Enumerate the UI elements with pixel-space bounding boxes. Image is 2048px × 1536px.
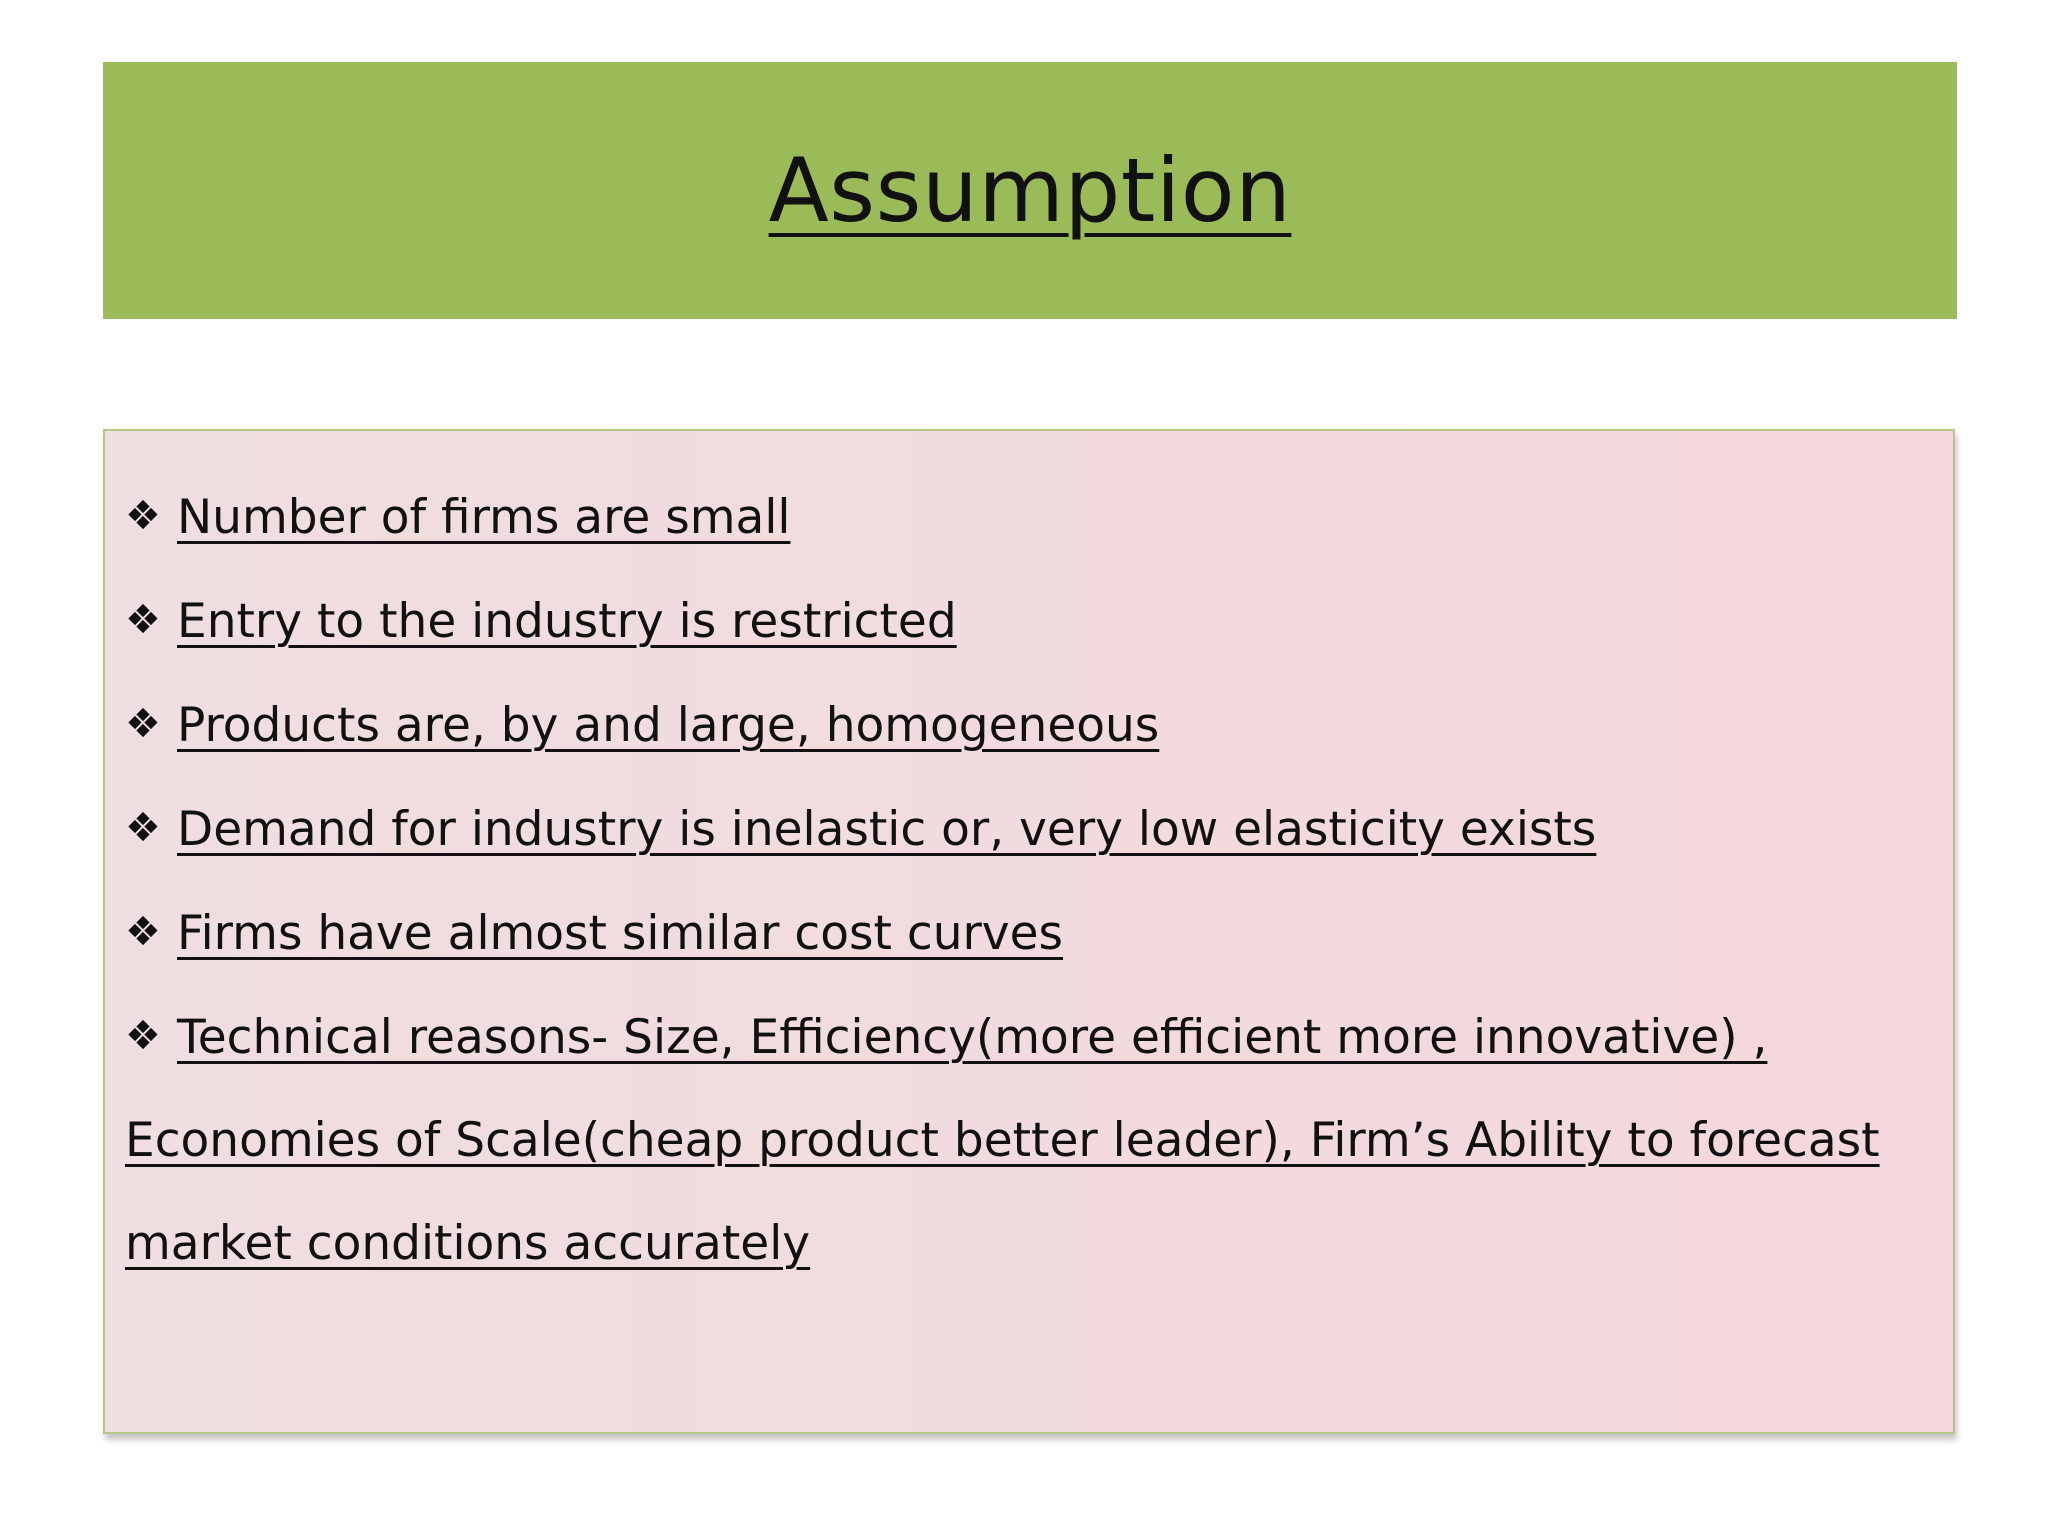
bullet-item (125, 465, 1913, 569)
bullet-text: Firms have almost similar cost curves (177, 906, 1064, 961)
bullet-continuation-line: Economies of Scale(cheap product better leader), Firm’s Ability to forecast (125, 1113, 1880, 1168)
bullet-item (125, 569, 1913, 673)
content-box (103, 429, 1955, 1434)
diamond-bullet-icon: ❖ (125, 805, 161, 851)
diamond-bullet-icon: ❖ (125, 493, 161, 539)
bullet-text: Products are, by and large, homogeneous (177, 698, 1160, 753)
bullet-item (125, 777, 1913, 881)
bullet-continuation-line: market conditions accurately (125, 1216, 811, 1271)
bullet-item (125, 881, 1913, 985)
bullet-list (125, 465, 1913, 1295)
title-bar (103, 62, 1957, 319)
diamond-bullet-icon: ❖ (125, 597, 161, 643)
diamond-bullet-icon: ❖ (125, 1013, 161, 1059)
bullet-item (125, 985, 1913, 1089)
slide-title: Assumption (768, 139, 1292, 242)
bullet-text: Number of firms are small (177, 490, 791, 545)
bullet-text: Entry to the industry is restricted (177, 594, 957, 649)
bullet-text: Demand for industry is inelastic or, very low elasticity exists (177, 802, 1597, 857)
diamond-bullet-icon: ❖ (125, 701, 161, 747)
diamond-bullet-icon: ❖ (125, 909, 161, 955)
bullet-item (125, 673, 1913, 777)
bullet-text: Technical reasons- Size, Efficiency(more efficient more innovative) , (177, 1010, 1768, 1065)
